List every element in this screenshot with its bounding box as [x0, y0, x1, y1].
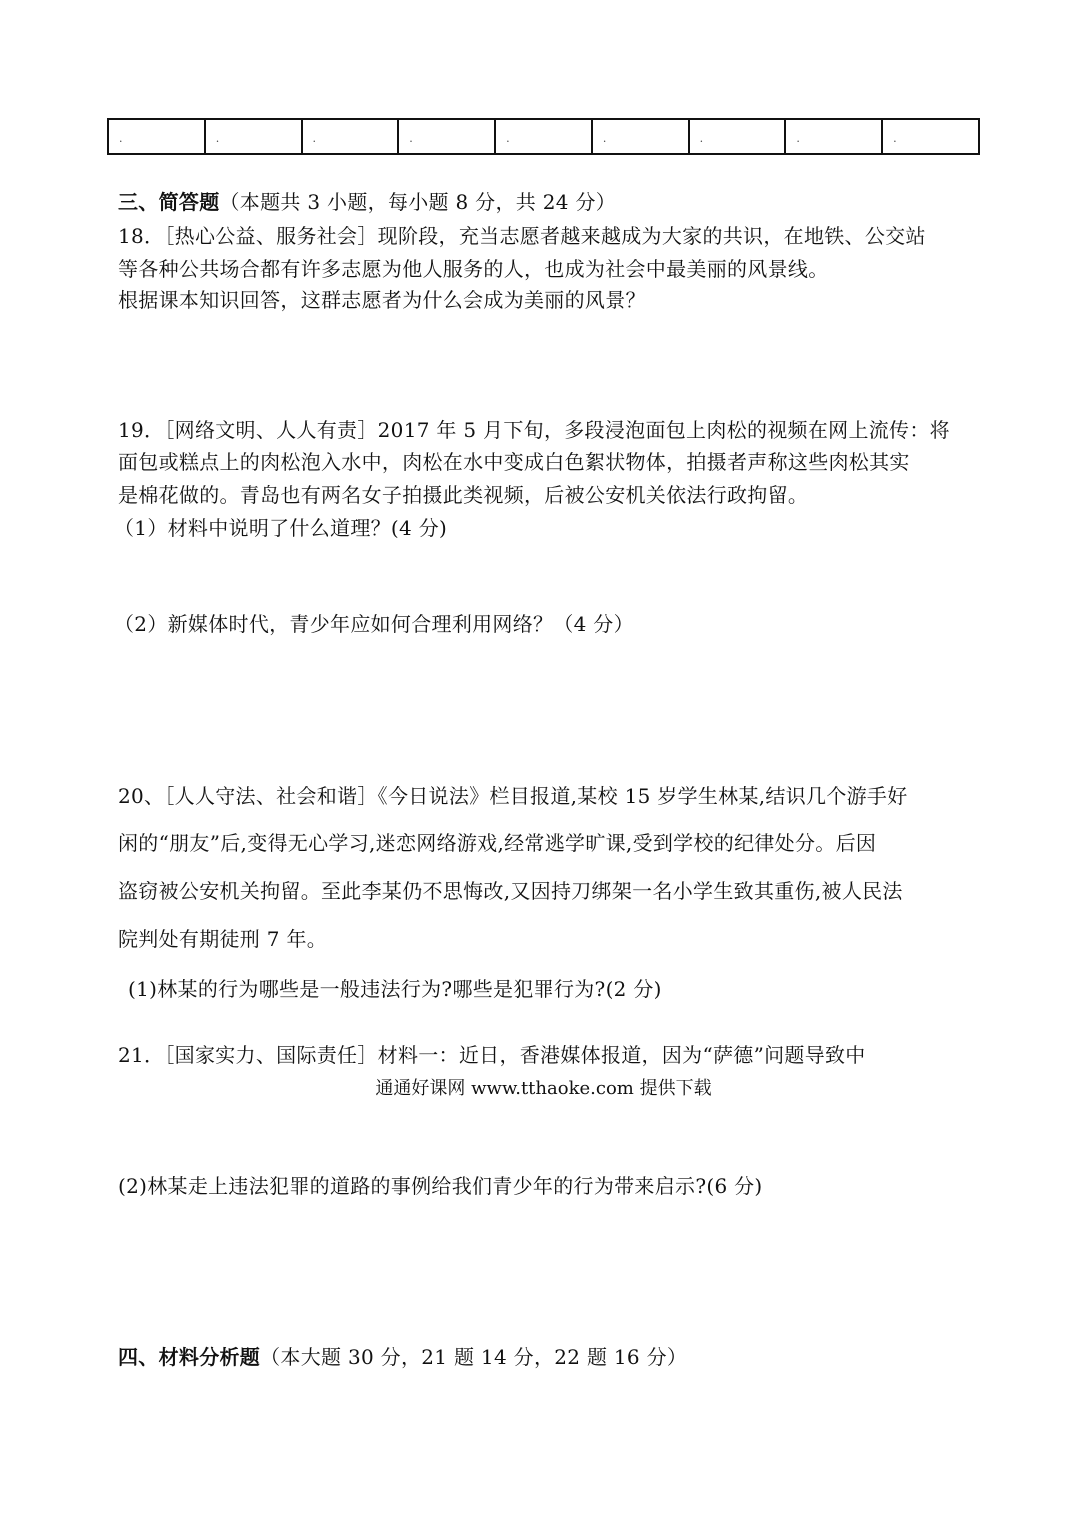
- q19-line-2: 面包或糕点上的肉松泡入水中，肉松在水中变成白色絮状物体，拍摄者声称这些肉松其实: [118, 450, 910, 474]
- q20-line-3: 盗窃被公安机关拘留。至此李某仍不思悔改,又因持刀绑架一名小学生致其重伤,被人民法: [118, 879, 903, 903]
- section4-heading: [118, 1343, 687, 1371]
- q18-line-1: 18．［热心公益、服务社会］现阶段，充当志愿者越来越成为大家的共识，在地铁、公交站: [118, 224, 926, 248]
- q20-subquestion-1: (1)林某的行为哪些是一般违法行为?哪些是犯罪行为?(2 分): [128, 977, 662, 1001]
- q19-line-1: 19．［网络文明、人人有责］2017 年 5 月下旬，多段浸泡面包上肉松的视频在网上流传：将: [118, 418, 950, 442]
- section3-heading: [118, 188, 616, 216]
- q19-subquestion-1: （1）材料中说明了什么道理？(4 分): [114, 516, 448, 540]
- answer-cell: [592, 119, 689, 154]
- answer-cell: [689, 119, 786, 154]
- page-footer: 通通好课网 www.tthaoke.com 提供下载: [375, 1078, 712, 1099]
- q18-line-3: 根据课本知识回答，这群志愿者为什么会成为美丽的风景？: [118, 288, 646, 312]
- answer-cell: [882, 119, 979, 154]
- q20-line-4: 院判处有期徒刑 7 年。: [118, 927, 328, 951]
- answer-cell: [302, 119, 399, 154]
- section3-title: 三、简答题: [118, 190, 220, 214]
- answer-grid-row: [108, 119, 979, 154]
- answer-cell: [398, 119, 495, 154]
- answer-cell: [495, 119, 592, 154]
- q21-line-1: 21．［国家实力、国际责任］材料一：近日，香港媒体报道，因为“萨德”问题导致中: [118, 1043, 866, 1067]
- answer-grid: [107, 118, 980, 155]
- answer-cell: [205, 119, 302, 154]
- section3-note: （本题共 3 小题，每小题 8 分，共 24 分）: [219, 190, 617, 214]
- q20-line-1: 20、［人人守法、社会和谐］《今日说法》栏目报道,某校 15 岁学生林某,结识几个游手好: [118, 784, 908, 808]
- q20-line-2: 闲的“朋友”后,变得无心学习,迷恋网络游戏,经常逃学旷课,受到学校的纪律处分。后因: [118, 831, 877, 855]
- q20-subquestion-2: (2)林某走上违法犯罪的道路的事例给我们青少年的行为带来启示?(6 分): [118, 1174, 763, 1198]
- answer-cell: [785, 119, 882, 154]
- answer-cell: [108, 119, 205, 154]
- q19-subquestion-2: （2）新媒体时代，青少年应如何合理利用网络？（4 分）: [114, 612, 634, 636]
- q19-line-3: 是棉花做的。青岛也有两名女子拍摄此类视频，后被公安机关依法行政拘留。: [118, 483, 809, 507]
- section4-title: 四、材料分析题: [118, 1345, 261, 1369]
- q18-line-2: 等各种公共场合都有许多志愿为他人服务的人，也成为社会中最美丽的风景线。: [118, 257, 829, 281]
- section4-note: （本大题 30 分，21 题 14 分，22 题 16 分）: [260, 1345, 688, 1369]
